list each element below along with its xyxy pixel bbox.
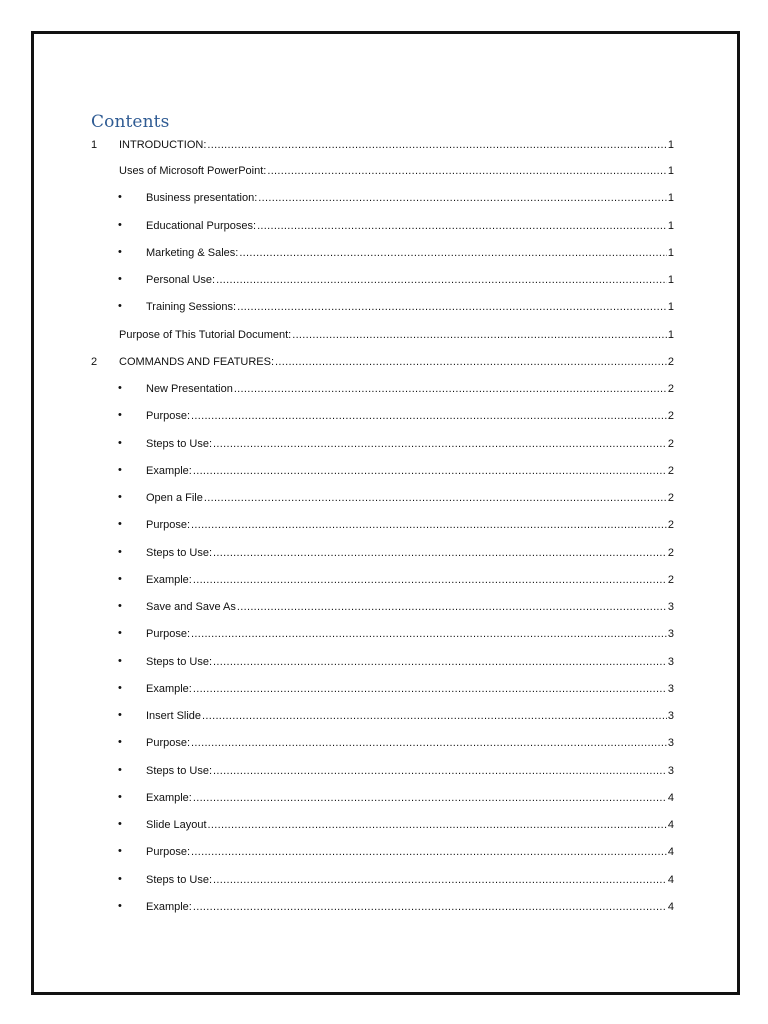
toc-page-number[interactable]: 4 (667, 819, 674, 831)
dot-leader (193, 464, 667, 478)
bullet-icon: • (118, 709, 122, 721)
toc-entry-text[interactable]: Training Sessions: (146, 301, 237, 314)
dot-leader (207, 138, 666, 152)
dot-leader (257, 219, 667, 233)
toc-entry-line (146, 655, 674, 669)
toc-page-number[interactable]: 1 (667, 192, 674, 205)
toc-page-number[interactable]: 2 (667, 546, 674, 559)
toc-entry-line (146, 682, 674, 696)
bullet-icon: • (118, 218, 122, 231)
toc-page-number[interactable]: 3 (667, 601, 674, 613)
toc-entry[interactable] (91, 706, 674, 733)
toc-page-number[interactable]: 1 (667, 301, 674, 314)
dot-leader (213, 764, 667, 778)
toc-page-number[interactable]: 4 (667, 900, 674, 913)
dot-leader (191, 518, 667, 532)
toc-entry-line (146, 818, 674, 832)
toc-entry-line (146, 437, 674, 451)
bullet-icon: • (118, 518, 122, 531)
toc-entry-number: 1 (91, 139, 98, 151)
toc-entry[interactable] (91, 352, 674, 379)
dot-leader (208, 818, 667, 832)
toc-entry-text[interactable]: Steps to Use: (146, 873, 213, 886)
toc-entry-line (119, 328, 674, 342)
dot-leader (191, 845, 667, 859)
toc-entry-line (146, 491, 674, 505)
toc-entry-text[interactable]: INTRODUCTION: (119, 139, 207, 151)
toc-entry-line (119, 164, 674, 178)
bullet-icon: • (118, 790, 122, 803)
toc-entry[interactable] (91, 815, 674, 842)
toc-entry-line (146, 627, 674, 641)
toc-entry[interactable] (91, 488, 674, 515)
toc-page-number[interactable]: 4 (667, 846, 674, 859)
toc-entry-line (146, 845, 674, 859)
toc-page-number[interactable]: 3 (667, 682, 674, 695)
toc-page-number[interactable]: 1 (667, 165, 674, 177)
dot-leader (193, 682, 667, 696)
toc-entry[interactable] (91, 243, 674, 270)
toc-page-number[interactable]: 3 (667, 655, 674, 668)
toc-entry-text[interactable]: Uses of Microsoft PowerPoint: (119, 165, 267, 177)
dot-leader (275, 355, 667, 369)
toc-entry[interactable] (91, 515, 674, 542)
bullet-icon: • (118, 245, 122, 258)
bullet-icon: • (118, 899, 122, 912)
toc-entry-text[interactable]: Insert Slide (146, 710, 202, 722)
toc-entry-line (146, 709, 674, 723)
toc-entry[interactable] (91, 434, 674, 461)
dot-leader (292, 328, 667, 342)
toc-entry[interactable] (91, 570, 674, 597)
bullet-icon: • (118, 572, 122, 585)
dot-leader (213, 437, 667, 451)
toc-entry-text[interactable]: Steps to Use: (146, 437, 213, 450)
toc-entry[interactable] (91, 188, 674, 215)
toc-entry[interactable] (91, 406, 674, 433)
toc-entry-text[interactable]: COMMANDS AND FEATURES: (119, 355, 275, 368)
bullet-icon: • (118, 191, 122, 204)
toc-entry-line (119, 138, 674, 152)
toc-entry-line (146, 900, 674, 914)
toc-page-number[interactable]: 2 (667, 437, 674, 450)
toc-entry-line (146, 300, 674, 314)
toc-page-number[interactable]: 4 (667, 873, 674, 886)
bullet-icon: • (118, 463, 122, 476)
toc-entry[interactable] (91, 216, 674, 243)
toc-page-number[interactable]: 3 (667, 764, 674, 777)
toc-entry-text[interactable]: Purpose of This Tutorial Document: (119, 328, 292, 341)
dot-leader (213, 873, 667, 887)
toc-entry[interactable] (91, 543, 674, 570)
toc-entry-line (146, 546, 674, 560)
bullet-icon: • (118, 545, 122, 558)
toc-page-number[interactable]: 1 (667, 139, 674, 151)
dot-leader (193, 900, 667, 914)
dot-leader (237, 300, 667, 314)
toc-page-number[interactable]: 4 (667, 791, 674, 804)
toc-entry-text[interactable]: Purpose: (146, 519, 191, 532)
toc-page-number[interactable]: 3 (667, 737, 674, 750)
bullet-icon: • (118, 654, 122, 667)
dot-leader (202, 709, 667, 723)
toc-entry-line (146, 600, 674, 614)
toc-entry-text[interactable]: Example: (146, 791, 192, 804)
bullet-icon: • (118, 763, 122, 776)
toc-page-number[interactable]: 1 (667, 219, 674, 232)
dot-leader (193, 573, 667, 587)
toc-entry-text[interactable]: New Presentation (146, 383, 233, 395)
toc-entry[interactable] (91, 870, 674, 897)
toc-entry-line (146, 464, 674, 478)
toc-entry[interactable] (91, 379, 674, 406)
toc-page-number[interactable]: 1 (667, 246, 674, 259)
toc-entry-text[interactable]: Marketing & Sales: (146, 246, 239, 259)
toc-entry-text[interactable]: Business presentation: (146, 192, 258, 205)
toc-entry-text[interactable]: Open a File (146, 492, 203, 504)
toc-entry[interactable] (91, 161, 674, 188)
bullet-icon: • (118, 273, 122, 285)
dot-leader (234, 382, 667, 396)
toc-entry-line (146, 409, 674, 423)
bullet-icon: • (118, 681, 122, 694)
bullet-icon: • (118, 436, 122, 449)
toc-entry-text[interactable]: Purpose: (146, 410, 191, 423)
toc-page-number[interactable]: 3 (667, 710, 674, 722)
toc-page-number[interactable]: 3 (667, 628, 674, 641)
toc-entry-text[interactable]: Example: (146, 573, 192, 586)
toc-entry[interactable] (91, 325, 674, 352)
toc-entry-line (146, 764, 674, 778)
toc-entry[interactable] (91, 135, 674, 161)
table-of-contents (91, 135, 674, 924)
toc-entry-text[interactable]: Example: (146, 464, 192, 477)
bullet-icon: • (118, 872, 122, 885)
bullet-icon: • (118, 300, 122, 313)
toc-page-number[interactable]: 2 (667, 355, 674, 368)
dot-leader (213, 546, 667, 560)
toc-page-number[interactable]: 2 (667, 519, 674, 532)
dot-leader (213, 655, 667, 669)
toc-page-number[interactable]: 1 (667, 328, 674, 341)
toc-entry-line (146, 246, 674, 260)
toc-entry-text[interactable]: Personal Use: (146, 274, 216, 286)
toc-entry-text[interactable]: Example: (146, 682, 192, 695)
toc-entry[interactable] (91, 461, 674, 488)
toc-entry-text[interactable]: Educational Purposes: (146, 219, 257, 232)
toc-entry-line (146, 573, 674, 587)
document-page (31, 31, 740, 995)
toc-page-number[interactable]: 2 (667, 573, 674, 586)
toc-entry-line (119, 355, 674, 369)
toc-entry-text[interactable]: Steps to Use: (146, 764, 213, 777)
toc-entry-number: 2 (91, 355, 98, 368)
dot-leader (216, 273, 667, 287)
bullet-icon: • (118, 627, 122, 640)
dot-leader (193, 791, 667, 805)
toc-entry-text[interactable]: Steps to Use: (146, 546, 213, 559)
toc-page-number[interactable]: 2 (667, 464, 674, 477)
bullet-icon: • (118, 818, 122, 830)
toc-entry-line (146, 219, 674, 233)
toc-entry[interactable] (91, 761, 674, 788)
dot-leader (237, 600, 667, 614)
toc-entry[interactable] (91, 679, 674, 706)
toc-entry-line (146, 273, 674, 287)
toc-entry-line (146, 518, 674, 532)
dot-leader (258, 191, 667, 205)
toc-entry-line (146, 791, 674, 805)
dot-leader (239, 246, 667, 260)
toc-page-number[interactable]: 2 (667, 383, 674, 395)
dot-leader (191, 736, 667, 750)
toc-entry-text[interactable]: Slide Layout (146, 819, 207, 831)
toc-entry[interactable] (91, 652, 674, 679)
toc-entry-text[interactable]: Purpose: (146, 737, 191, 750)
toc-entry-text[interactable]: Example: (146, 900, 192, 913)
toc-entry[interactable] (91, 597, 674, 624)
toc-entry[interactable] (91, 842, 674, 869)
toc-entry-line (146, 191, 674, 205)
dot-leader (191, 627, 667, 641)
toc-entry[interactable] (91, 297, 674, 324)
toc-page-number[interactable]: 1 (667, 274, 674, 286)
bullet-icon: • (118, 382, 122, 394)
bullet-icon: • (118, 736, 122, 749)
toc-entry[interactable] (91, 270, 674, 297)
toc-entry[interactable] (91, 897, 674, 924)
bullet-icon: • (118, 491, 122, 503)
dot-leader (191, 409, 667, 423)
toc-page-number[interactable]: 2 (667, 410, 674, 423)
toc-entry[interactable] (91, 733, 674, 760)
toc-entry-text[interactable]: Steps to Use: (146, 655, 213, 668)
toc-entry-text[interactable]: Save and Save As (146, 601, 236, 613)
toc-entry[interactable] (91, 788, 674, 815)
toc-entry-text[interactable]: Purpose: (146, 628, 191, 641)
dot-leader (204, 491, 667, 505)
toc-page-number[interactable]: 2 (667, 492, 674, 504)
toc-entry-text[interactable]: Purpose: (146, 846, 191, 859)
toc-entry-line (146, 873, 674, 887)
bullet-icon: • (118, 409, 122, 422)
dot-leader (267, 164, 667, 178)
toc-title: Contents (91, 112, 170, 132)
bullet-icon: • (118, 845, 122, 858)
toc-entry-line (146, 736, 674, 750)
bullet-icon: • (118, 600, 122, 612)
toc-entry-line (146, 382, 674, 396)
toc-entry[interactable] (91, 624, 674, 651)
